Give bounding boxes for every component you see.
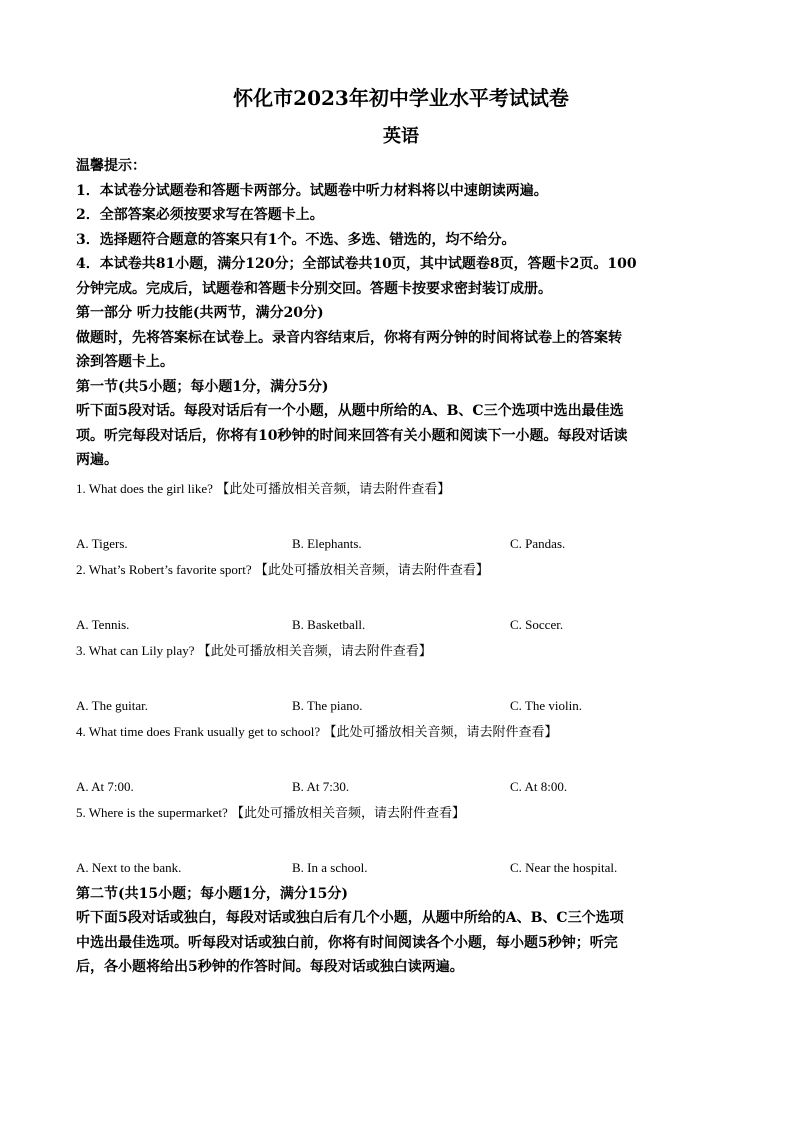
tip-line: 3．选择题符合题意的答案只有1个。不选、多选、错选的，均不给分。 [76,231,516,248]
audio-note: 【此处可播放相关音频，请去附件查看】 [216,481,451,497]
section2-instruction: 后，各小题将给出5秒钟的作答时间。每段对话或独白读两遍。 [76,959,464,975]
section1-instruction: 两遍。 [76,452,118,468]
part1-instruction: 涂到答题卡上。 [76,354,174,370]
option-c: C. At 8:00. [510,778,568,794]
section1-block [76,375,726,878]
exam-title: 怀化市2023年初中学业水平考试试卷 [233,86,569,110]
option-b: B. At 7:30. [292,778,350,794]
question-3 [76,641,726,716]
option-c: C. Near the hospital. [510,859,618,875]
question-stem [76,722,726,743]
question-1 [76,479,726,554]
question-5 [76,803,726,878]
question-text: 3. What can Lily play? [76,642,195,658]
question-stem [76,479,726,500]
option-b: B. Basketball. [292,616,366,632]
question-text: 1. What does the girl like? [76,480,213,496]
option-a: A. At 7:00. [76,778,134,794]
section1-instruction: 项。听完每段对话后，你将有10秒钟的时间来回答有关小题和阅读下一小题。每段对话读 [76,427,628,444]
question-stem [76,641,726,662]
part1-block [76,301,726,375]
option-a: A. Tennis. [76,616,130,632]
tip-line: 分钟完成。完成后，试题卷和答题卡分别交回。答题卡按要求密封装订成册。 [76,280,552,297]
option-c: C. Pandas. [510,535,566,551]
section1-instruction: 听下面5段对话。每段对话后有一个小题，从题中所给的A、B、C三个选项中选出最佳选 [76,403,624,419]
part1-heading: 第一部分 听力技能(共两节，满分20分) [76,305,324,321]
tip-line: 4．本试卷共81小题，满分120分；全部试卷共10页，其中试题卷8页，答题卡2页。100 [76,256,637,272]
option-a: A. Next to the bank. [76,859,182,875]
option-b: B. The piano. [292,697,363,713]
option-c: C. The violin. [510,697,582,713]
audio-note: 【此处可播放相关音频，请去附件查看】 [323,724,558,740]
section2-instruction: 听下面5段对话或独白，每段对话或独白后有几个小题，从题中所给的A、B、C三个选项 [76,910,624,926]
section2-block [76,882,726,980]
question-text: 4. What time does Frank usually get to school? [76,723,321,739]
section1-heading: 第一节(共5小题；每小题1分，满分5分) [76,378,329,395]
section2-heading: 第二节(共15小题；每小题1分，满分15分) [76,885,348,902]
audio-note: 【此处可播放相关音频，请去附件查看】 [197,643,432,659]
question-2 [76,560,726,635]
question-options [76,615,726,635]
exam-page [76,84,726,980]
question-options [76,696,726,716]
question-options [76,858,726,878]
question-options [76,777,726,797]
question-options [76,534,726,554]
tips-block [76,154,726,301]
option-c: C. Soccer. [510,616,564,632]
question-stem [76,560,726,581]
question-text: 5. Where is the supermarket? [76,804,228,820]
option-a: A. Tigers. [76,535,128,551]
question-4 [76,722,726,797]
audio-note: 【此处可播放相关音频，请去附件查看】 [230,805,465,821]
option-b: B. In a school. [292,859,368,875]
audio-note: 【此处可播放相关音频，请去附件查看】 [254,562,489,578]
part1-instruction: 做题时，先将答案标在试卷上。录音内容结束后，你将有两分钟的时间将试卷上的答案转 [76,329,622,346]
tip-line: 2．全部答案必须按要求写在答题卡上。 [76,207,324,223]
tip-line: 1．本试卷分试题卷和答题卡两部分。试题卷中听力材料将以中速朗读两遍。 [76,182,548,199]
tips-heading: 温馨提示： [76,158,146,174]
question-stem [76,803,726,824]
question-text: 2. What’s Robert’s favorite sport? [76,561,252,577]
section2-instruction: 中选出最佳选项。听每段对话或独白前，你将有时间阅读各个小题，每小题5秒钟；听完 [76,934,618,951]
option-a: A. The guitar. [76,697,148,713]
subject-title: 英语 [383,126,419,147]
option-b: B. Elephants. [292,535,362,551]
